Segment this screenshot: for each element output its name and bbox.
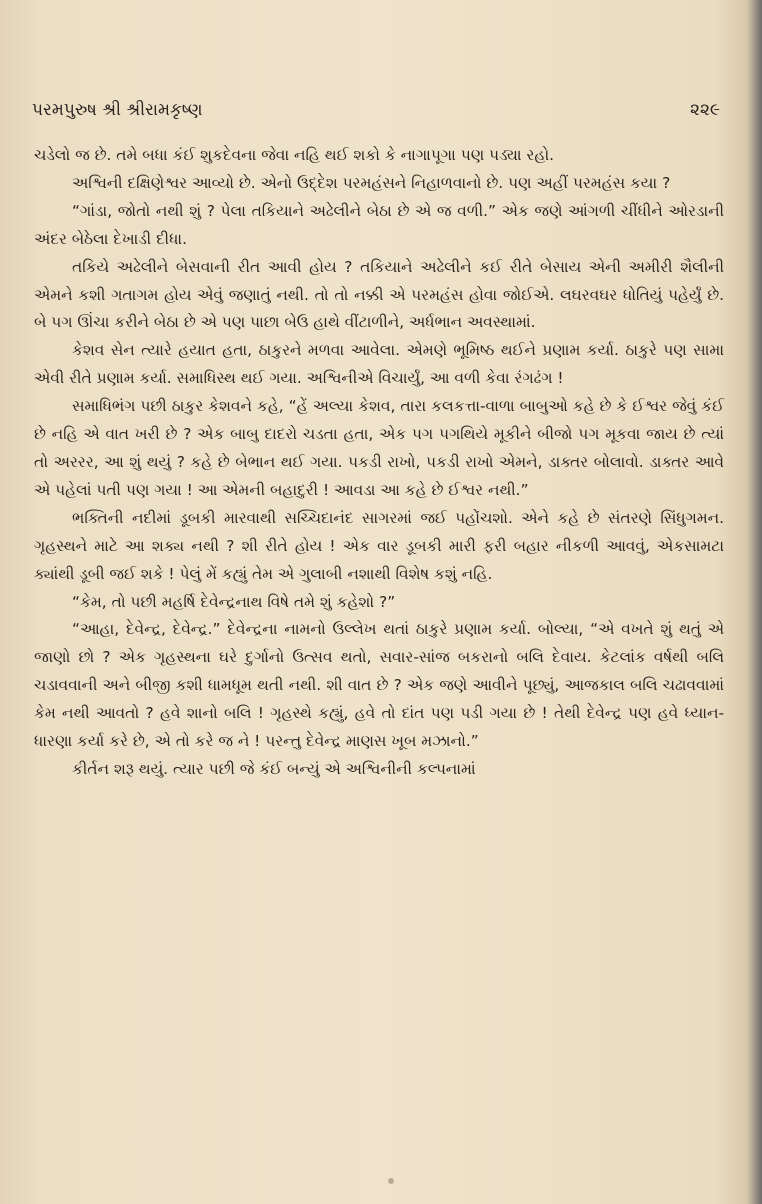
body-text bbox=[34, 142, 724, 784]
page-number: ૨૨૯ bbox=[689, 100, 720, 120]
paragraph: “કેમ, તો પછી મહર્ષિ દેવેન્દ્રનાથ વિષે તમે શું કહેશો ?” bbox=[72, 592, 396, 611]
paragraph: તકિયે અઢેલીને બેસવાની રીત આવી હોય ? તકિયાને અઢેલીને કઈ રીતે બેસાય એની અમીરી શૈલીની એમને કશી ગતાગમ હોય એવું જણાતું નથી. તો તો નક્કી એ પરમહંસ હોવા જોઈએ. લઘરવઘર ધોતિયું પહેર્યું છે. બે પગ ઊંચા કરીને બેઠા છે એ પણ પાછા બેઉ હાથે વીંટાળીને, અર્ધભાન અવસ્થામાં. bbox=[34, 257, 724, 332]
paragraph: કેશવ સેન ત્યારે હયાત હતા, ઠાકુરને મળવા આવેલા. એમણે ભૂમિષ્ઠ થઈને પ્રણામ કર્યા. ઠાકુરે પણ સામા એવી રીતે પ્રણામ કર્યા. સમાધિસ્થ થઈ ગયા. અશ્વિનીએ વિચાર્યું, આ વળી કેવા રંગઢંગ ! bbox=[34, 341, 724, 388]
running-title: પરમપુરુષ શ્રી શ્રીરામકૃષ્ણ bbox=[32, 100, 203, 120]
paragraph: “ગાંડા, જોતો નથી શું ? પેલા તકિયાને અઢેલીને બેઠા છે એ જ વળી.” એક જણે આંગળી ચીંધીને ઓરડાની અંદર બેઠેલા દેખાડી દીધા. bbox=[34, 201, 724, 248]
paragraph: સમાધિભંગ પછી ઠાકુર કેશવને કહે, “હેં અલ્યા કેશવ, તારા કલકત્તા-વાળા બાબુઓ કહે છે કે ઈશ્વર જેવું કંઈ છે નહિ એ વાત ખરી છે ? એક બાબુ દાદરો ચડતા હતા, એક પગ પગથિયે મૂકીને બીજો પગ મૂકવા જાય છે ત્યાં તો અરરર, આ શું થયું ? કહે છે બેભાન થઈ ગયા. પકડી રાખો, પકડી રાખો એમને, ડાક્તર બોલાવો. ડાક્તર આવે એ પહેલાં પતી પણ ગયા ! આ એમની બહાદુરી ! આવડા આ કહે છે ઈશ્વર નથી.” bbox=[34, 397, 724, 499]
paragraph: કીર્તન શરૂ થયું. ત્યાર પછી જે કંઈ બન્યું એ અશ્વિનીની કલ્પનામાં bbox=[72, 759, 476, 778]
paragraph: “આહા, દેવેન્દ્ર, દેવેન્દ્ર.” દેવેન્દ્રના નામનો ઉલ્લેખ થતાં ઠાકુરે પ્રણામ કર્યા. બોલ્યા, “એ વખતે શું થતું એ જાણો છો ? એક ગૃહસ્થના ઘરે દુર્ગાનો ઉત્સવ થતો, સવાર-સાંજ બકરાનો બલિ દેવાય. કેટલાંક વર્ષથી બલિ ચડાવવાની અને બીજી કશી ધામધૂમ થતી નથી. શી વાત છે ? એક જણે આવીને પૂછ્યું, આજકાલ બલિ ચઢાવવામાં કેમ નથી આવતો ? હવે શાનો બલિ ! ગૃહસ્થે કહ્યું, હવે તો દાંત પણ પડી ગયા છે ! તેથી દેવેન્દ્ર પણ હવે ધ્યાન-ધારણા કર્યા કરે છે, એ તો કરે જ ને ! પરન્તુ દેવેન્દ્ર માણસ ખૂબ મઝાનો.” bbox=[34, 620, 724, 751]
paragraph: ભક્તિની નદીમાં ડૂબકી મારવાથી સચ્ચિદાનંદ સાગરમાં જઈ પહોંચશો. એને કહે છે સંતરણે સિંધુગમન. ગૃહસ્થને માટે આ શક્ય નથી ? શી રીતે હોય ! એક વાર ડૂબકી મારી ફરી બહાર નીકળી આવવું, એકસામટા ક્યાંથી ડૂબી જઈ શકે ! પેલું મેં કહ્યું તેમ એ ગુલાબી નશાથી વિશેષ કશું નહિ. bbox=[34, 508, 724, 583]
paragraph: અશ્વિની દક્ષિણેશ્વર આવ્યો છે. એનો ઉદ્દેશ પરમહંસને નિહાળવાનો છે. પણ અહીં પરમહંસ કયા ? bbox=[72, 173, 671, 192]
paragraph: ચડેલો જ છે. તમે બધા કંઈ શુકદેવના જેવા નહિ થઈ શકો કે નાગાપૂગા પણ પડ્યા રહો. bbox=[34, 146, 555, 164]
page-speck bbox=[388, 1178, 394, 1184]
page-header bbox=[32, 100, 720, 130]
